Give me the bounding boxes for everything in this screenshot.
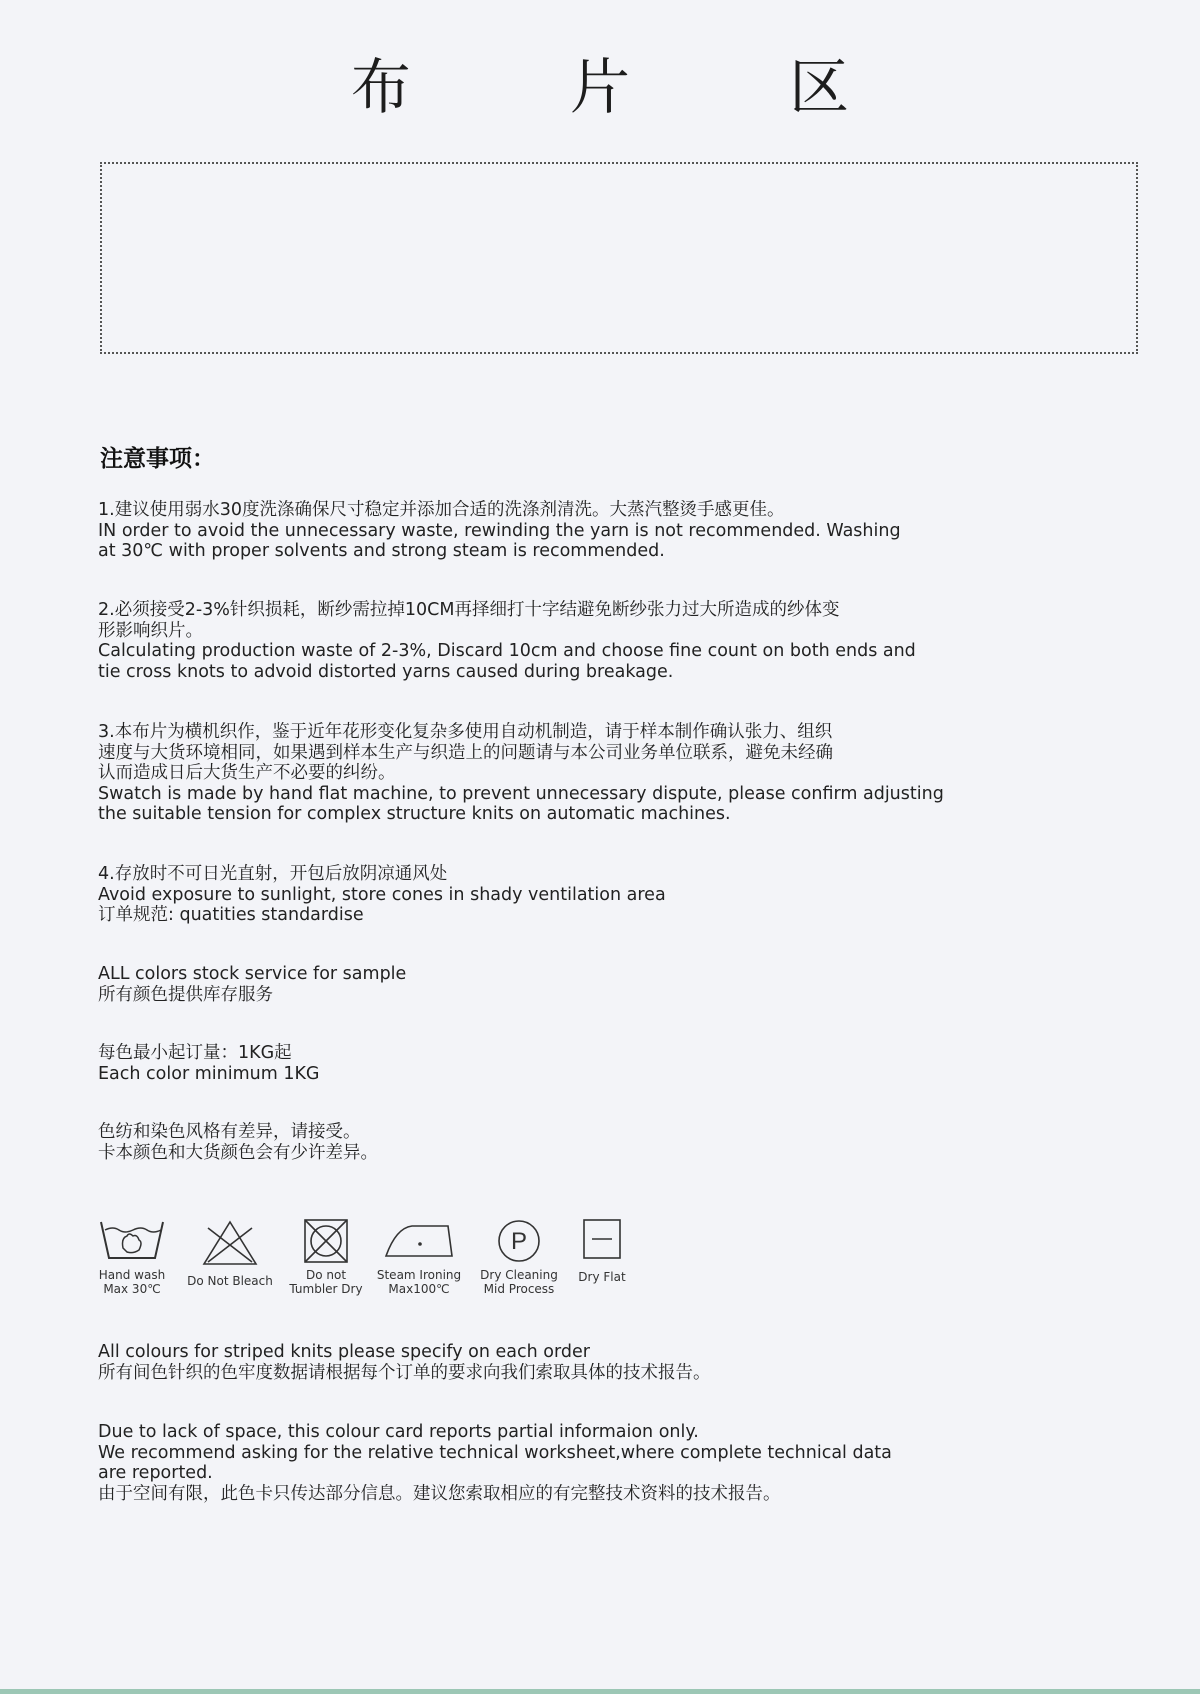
- notice-item-3-zh-line2: 速度与大货环境相同，如果遇到样本生产与织造上的问题请与本公司业务单位联系，避免未经确: [98, 742, 833, 763]
- notice-item-1: [98, 500, 1058, 562]
- care-hand-wash-line1: Hand wash: [98, 1268, 166, 1282]
- care-steam-ironing: [374, 1218, 464, 1296]
- notice-item-2-en-line2: tie cross knots to advoid distorted yarns caused during breakage.: [98, 661, 674, 682]
- fabric-swatch-area: [100, 162, 1138, 354]
- steam-iron-icon: [382, 1218, 456, 1264]
- notice-item-4-zh: 4.存放时不可日光直射，开包后放阴凉通风处: [98, 864, 448, 884]
- space-note-en-line3: are reported.: [98, 1463, 213, 1483]
- dry-clean-p-icon: [496, 1218, 542, 1264]
- striped-knits-note: [98, 1342, 1058, 1383]
- do-not-tumble-dry-icon: [303, 1218, 349, 1264]
- color-variance-zh-line2: 卡本颜色和大货颜色会有少许差异。: [98, 1142, 378, 1163]
- color-variance-zh-line1: 色纺和染色风格有差异，请接受。: [98, 1122, 361, 1142]
- striped-knits-zh: 所有间色针织的色牢度数据请根据每个订单的要求向我们索取具体的技术报告。: [98, 1362, 711, 1383]
- stock-service: [98, 964, 1058, 1005]
- notice-item-3: [98, 722, 1058, 825]
- notice-item-4: [98, 864, 1058, 926]
- stock-service-en: ALL colors stock service for sample: [98, 964, 407, 984]
- care-dry-cleaning: [476, 1218, 562, 1296]
- notice-item-2-zh-line1: 2.必须接受2-3%针织损耗，断纱需拉掉10CM再择细打十字结避免断纱张力过大所造成的纱体变: [98, 600, 840, 620]
- notice-item-2-zh-line2: 形影响织片。: [98, 620, 203, 641]
- notice-item-3-en-line1: Swatch is made by hand flat machine, to prevent unnecessary dispute, please confirm adjusting: [98, 783, 944, 804]
- care-steam-ironing-line1: Steam Ironing: [376, 1268, 462, 1282]
- space-note-en-line2: We recommend asking for the relative technical worksheet,where complete technical data: [98, 1442, 892, 1463]
- minimum-order-zh: 每色最小起订量：1KG起: [98, 1043, 292, 1063]
- minimum-order: [98, 1043, 1058, 1084]
- notice-item-2: [98, 600, 1058, 682]
- care-symbols-row: [92, 1218, 692, 1308]
- care-dry-flat: [570, 1218, 634, 1284]
- care-dry-cleaning-line1: Dry Cleaning: [480, 1268, 558, 1282]
- notice-item-3-zh-line1: 3.本布片为横机织作，鉴于近年花形变化复杂多使用自动机制造，请于样本制作确认张力、组织: [98, 722, 833, 742]
- care-do-not-tumble-dry-line1: Do not: [305, 1268, 347, 1282]
- bottom-edge-strip: [0, 1689, 1200, 1694]
- stock-service-zh: 所有颜色提供库存服务: [98, 984, 273, 1005]
- space-note-en-line1: Due to lack of space, this colour card reports partial informaion only.: [98, 1422, 699, 1442]
- hand-wash-icon: [99, 1218, 165, 1264]
- care-hand-wash-line2: Max 30℃: [103, 1282, 161, 1296]
- care-do-not-tumble-dry: [288, 1218, 364, 1296]
- notice-item-2-en-line1: Calculating production waste of 2-3%, Discard 10cm and choose fine count on both ends and: [98, 641, 916, 661]
- care-steam-ironing-line2: Max100℃: [388, 1282, 450, 1296]
- notice-item-1-en-line2: at 30℃ with proper solvents and strong steam is recommended.: [98, 541, 665, 561]
- notice-item-1-zh: 1.建议使用弱水30度洗涤确保尺寸稳定并添加合适的洗涤剂清洗。大蒸汽整烫手感更佳。: [98, 500, 785, 520]
- care-do-not-tumble-dry-line2: Tumbler Dry: [289, 1282, 363, 1296]
- notice-item-1-en-line1: IN order to avoid the unnecessary waste, rewinding the yarn is not recommended. Washing: [98, 520, 901, 541]
- minimum-order-en: Each color minimum 1KG: [98, 1063, 320, 1084]
- care-do-not-bleach: [182, 1218, 278, 1288]
- notice-heading: 注意事项：: [100, 446, 215, 472]
- care-dry-cleaning-line2: Mid Process: [483, 1282, 555, 1296]
- notice-item-3-en-line2: the suitable tension for complex structure knits on automatic machines.: [98, 804, 731, 824]
- space-note-zh: 由于空间有限，此色卡只传达部分信息。建议您索取相应的有完整技术资料的技术报告。: [98, 1483, 781, 1504]
- order-standard-line: 订单规范: quatities standardise: [98, 905, 364, 925]
- notice-item-4-en: Avoid exposure to sunlight, store cones in shady ventilation area: [98, 884, 666, 905]
- space-limitation-note: [98, 1422, 1058, 1504]
- page-title: 布 片 区: [350, 53, 920, 123]
- do-not-bleach-icon: [200, 1218, 260, 1268]
- striped-knits-en: All colours for striped knits please specify on each order: [98, 1342, 590, 1362]
- care-hand-wash: [92, 1218, 172, 1296]
- dry-clean-letter: P: [510, 1228, 528, 1255]
- color-variance-note: [98, 1122, 1058, 1163]
- dry-flat-icon: [582, 1218, 622, 1260]
- care-dry-flat-label: Dry Flat: [578, 1270, 626, 1284]
- care-do-not-bleach-label: Do Not Bleach: [187, 1274, 273, 1288]
- notice-item-3-zh-line3: 认而造成日后大货生产不必要的纠纷。: [98, 763, 396, 783]
